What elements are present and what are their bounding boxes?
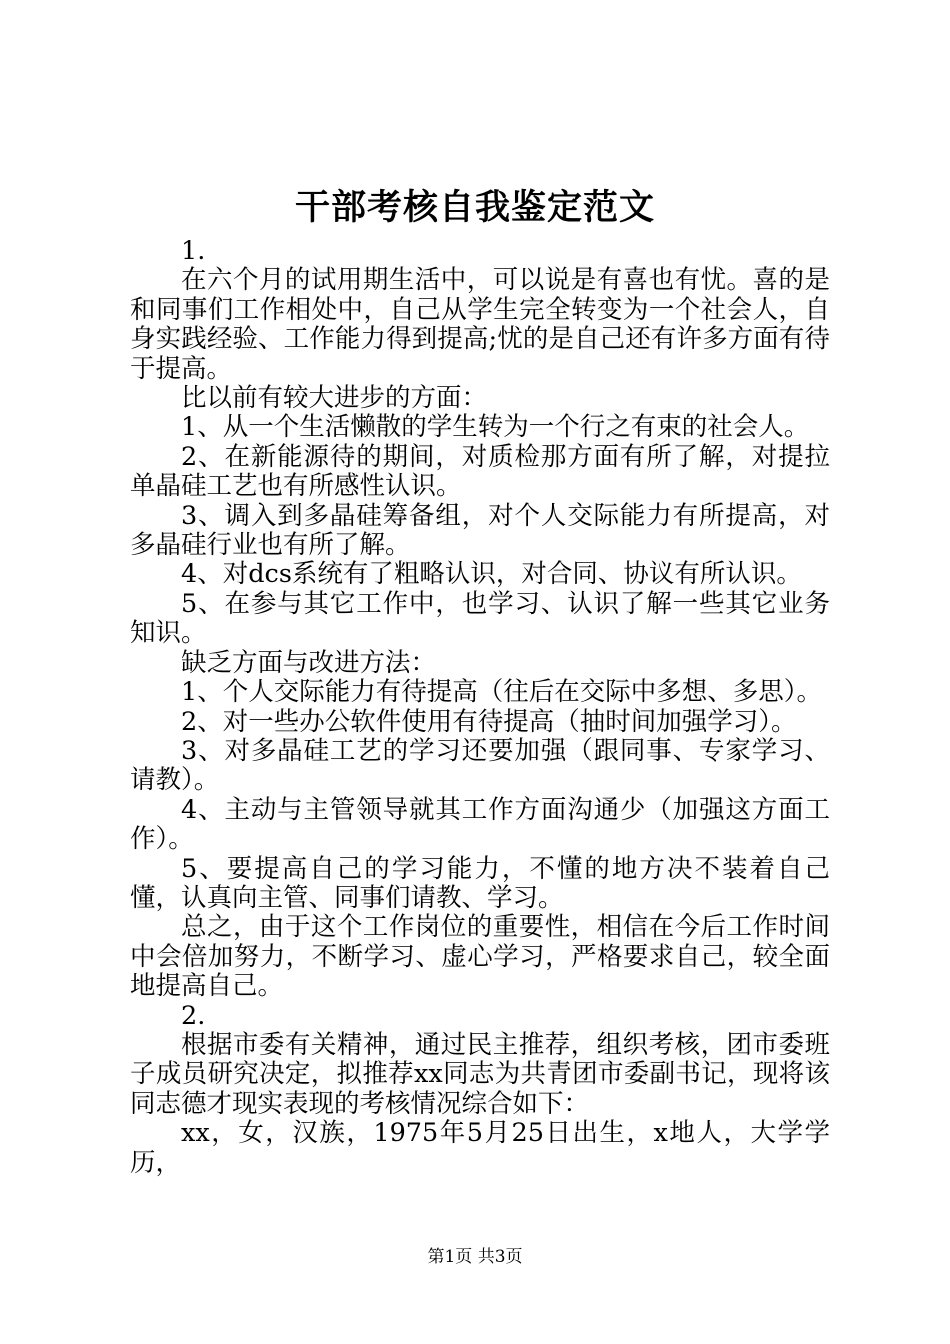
list-item: 4、对dcs系统有了粗略认识，对合同、协议有所认识。 (181, 559, 802, 590)
document-title: 干部考核自我鉴定范文 (294, 187, 655, 228)
list-item: 1、从一个生活懒散的学生转为一个行之有束的社会人。 (181, 412, 810, 443)
list-item: 2、对一些办公软件使用有待提高（抽时间加强学习）。 (181, 706, 797, 737)
body-paragraph: 在六个月的试用期生活中，可以说是有喜也有忧。喜的是和同事们工作相处中，自己从学生完全转变为一个社会人，自身实践经验、工作能力得到提高;忧的是自己还有许多方面有待于提高。 (130, 265, 830, 384)
list-item: 3、对多晶硅工艺的学习还要加强（跟同事、专家学习、请教）。 (130, 735, 830, 796)
section-heading: 比以前有较大进步的方面： (181, 383, 488, 414)
list-item: 5、要提高自己的学习能力，不懂的地方决不装着自己懂，认真向主管、同事们请教、学习。 (130, 853, 830, 913)
list-item: 5、在参与其它工作中，也学习、认识了解一些其它业务知识。 (130, 588, 830, 649)
list-item: 3、调入到多晶硅筹备组，对个人交际能力有所提高，对多晶硅行业也有所了解。 (130, 500, 830, 561)
document-body (130, 237, 830, 1178)
page-footer: 第1页 共3页 (427, 1247, 523, 1267)
list-item: 2、在新能源待的期间，对质检那方面有所了解，对提拉单晶硅工艺也有所感性认识。 (130, 441, 830, 502)
section-number: 2. (181, 1000, 206, 1031)
list-item: 4、主动与主管领导就其工作方面沟通少（加强这方面工作）。 (130, 794, 830, 855)
section-heading: 缺乏方面与改进方法： (181, 647, 437, 678)
section-number: 1. (181, 236, 206, 266)
body-paragraph: 总之，由于这个工作岗位的重要性，相信在今后工作时间中会倍加努力，不断学习、虚心学习，严格要求自己，较全面地提高自己。 (130, 912, 830, 1002)
body-paragraph: 根据市委有关精神，通过民主推荐，组织考核，团市委班子成员研究决定，拟推荐xx同志为共青团市委副书记，现将该同志德才现实表现的考核情况综合如下： (130, 1029, 830, 1119)
body-paragraph: xx，女，汉族，1975年5月25日出生，x地人，大学学历， (130, 1118, 830, 1178)
list-item: 1、个人交际能力有待提高（往后在交际中多想、多思）。 (181, 677, 822, 708)
